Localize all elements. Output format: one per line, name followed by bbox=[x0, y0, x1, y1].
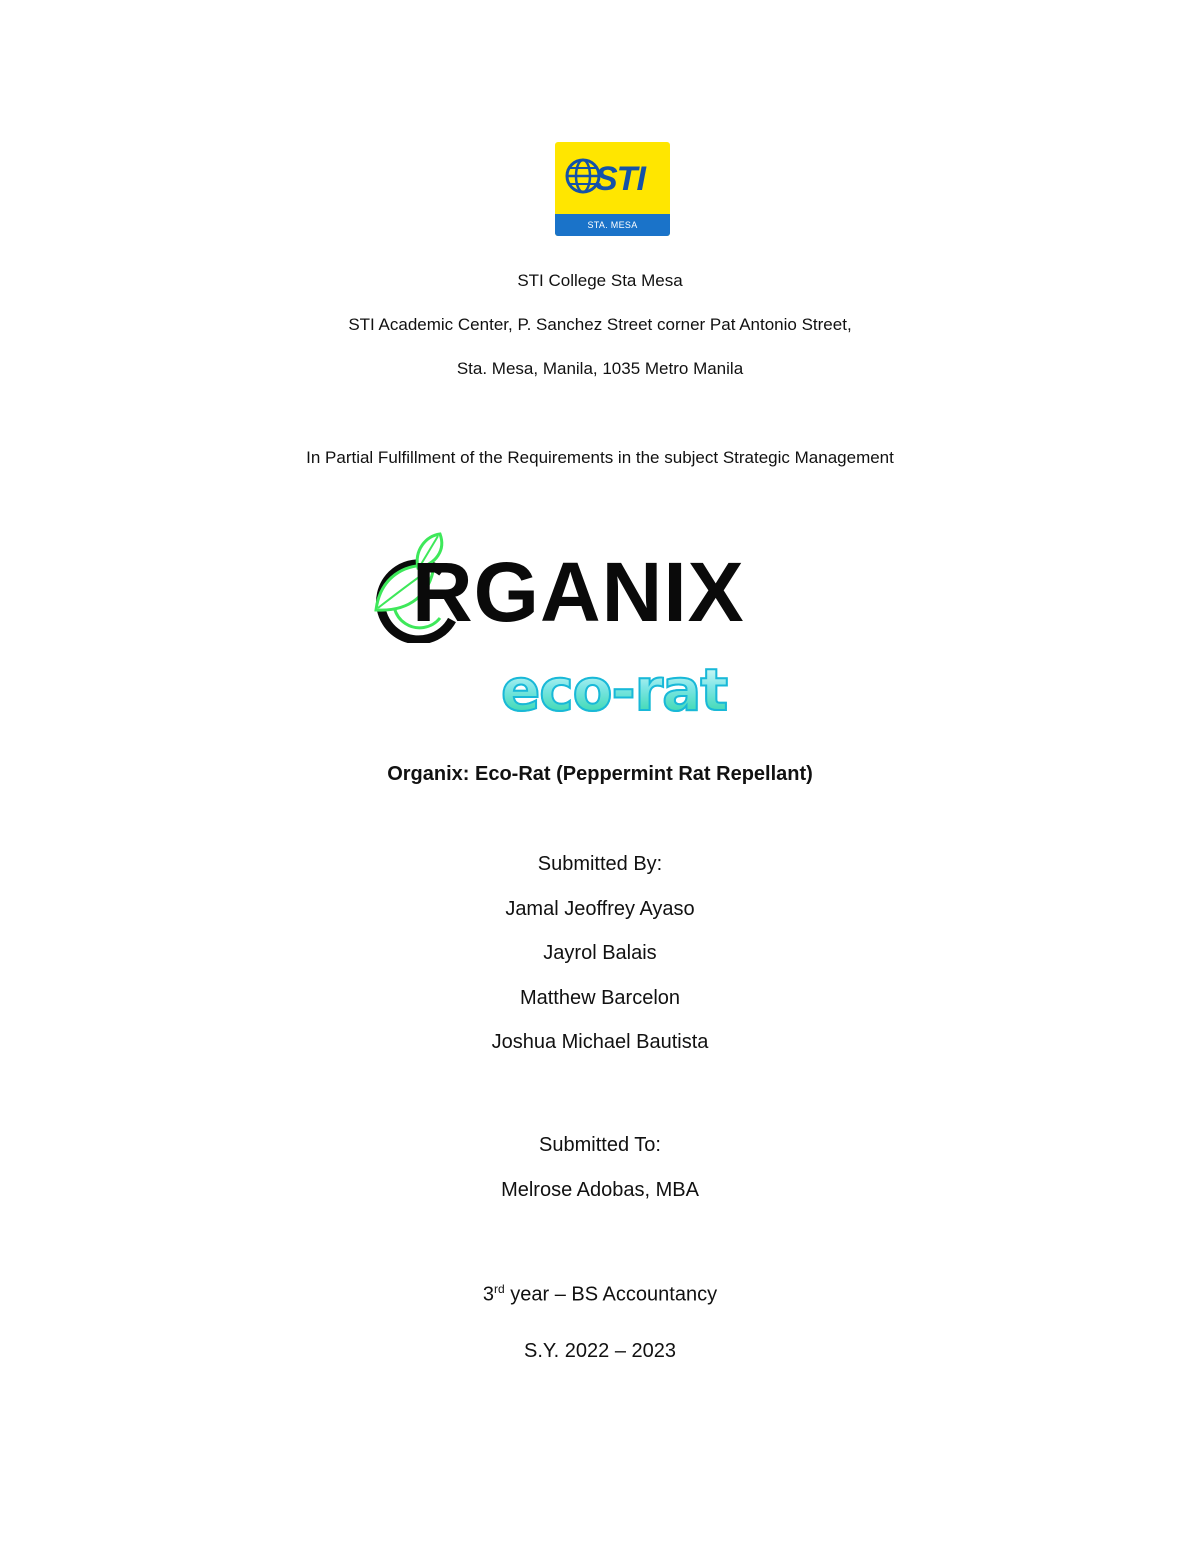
year-level bbox=[0, 1282, 1200, 1307]
year-program: year – BS Accountancy bbox=[504, 1283, 718, 1306]
author-name: Jamal Jeoffrey Ayaso bbox=[505, 898, 695, 920]
address-line-2: Sta. Mesa, Manila, 1035 Metro Manila bbox=[456, 359, 744, 378]
author-name: Matthew Barcelon bbox=[519, 987, 681, 1009]
institution-name: STI College Sta Mesa bbox=[517, 271, 683, 290]
fulfillment-statement: In Partial Fulfillment of the Requirements in the subject Strategic Management bbox=[306, 448, 894, 467]
sti-logo bbox=[555, 142, 670, 236]
author-name: Joshua Michael Bautista bbox=[491, 1031, 709, 1053]
submitted-by-label: Submitted By: bbox=[537, 853, 663, 875]
sti-campus-band: STA. MESA bbox=[555, 214, 670, 236]
address-line-1: STI Academic Center, P. Sanchez Street corner Pat Antonio Street, bbox=[348, 315, 852, 334]
organix-logo bbox=[370, 528, 825, 643]
year-ordinal-suffix: rd bbox=[494, 1282, 505, 1296]
school-year: S.Y. 2022 – 2023 bbox=[524, 1340, 676, 1362]
organix-wordmark: RGANIX bbox=[412, 545, 745, 639]
adviser-name: Melrose Adobas, MBA bbox=[501, 1179, 699, 1201]
submitted-to-label: Submitted To: bbox=[539, 1134, 661, 1156]
sti-wordmark: STI bbox=[595, 160, 645, 198]
ecorat-wordmark: eco-rat bbox=[474, 661, 754, 719]
document-title: Organix: Eco-Rat (Peppermint Rat Repellant) bbox=[387, 763, 813, 785]
ecorat-logo bbox=[474, 655, 754, 735]
author-name: Jayrol Balais bbox=[543, 942, 657, 964]
year-number: 3 bbox=[482, 1283, 495, 1306]
